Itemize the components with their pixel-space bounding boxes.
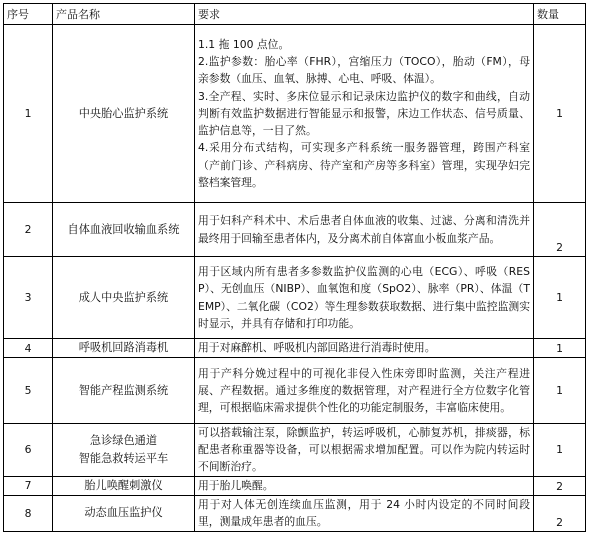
header-quantity: 数量: [534, 4, 586, 25]
header-requirements: 要求: [195, 4, 534, 25]
quantity: 2: [534, 203, 586, 257]
header-product-name: 产品名称: [53, 4, 195, 25]
product-name-line: 急诊绿色通道: [89, 433, 158, 447]
requirement-item: 用于胎儿唤醒。: [198, 479, 274, 492]
requirement-item: 4.采用分布式结构，可实现多产科系统一服务器管理，跨围产科室（产前门诊、产科病房、待产室和产房等多科室）管理，实现孕妇完整档案管理。: [198, 141, 530, 189]
requirement-item: 可以搭载输注泵，除颤监护，转运呼吸机，心肺复苏机，排痰器，标配患者称重器等设备，可以根据需求增加配置。可以作为院内转运时不间断治疗。: [198, 426, 530, 474]
row-number: 1: [4, 25, 53, 203]
table-row: [4, 203, 586, 257]
requirement-item: 2.监护参数：胎心率（FHR），宫缩压力（TOCO），胎动（FM），母亲参数（血压、血氧、脉搏、心电、呼吸、体温）。: [198, 55, 530, 86]
quantity: 1: [534, 358, 586, 424]
product-name: [53, 203, 195, 257]
requirements-text: [195, 495, 534, 531]
table-header-row: [4, 4, 586, 25]
requirements-text: [195, 339, 534, 358]
product-name-line: 呼吸机回路消毒机: [78, 341, 169, 354]
product-name-line: 胎儿唤醒刺激仪: [84, 478, 163, 492]
requirements-text: [195, 476, 534, 495]
quantity: 2: [534, 476, 586, 495]
requirements-text: [195, 257, 534, 339]
requirements-text: [195, 203, 534, 257]
quantity: 1: [534, 339, 586, 358]
requirement-item: 用于妇科产科术中、术后患者自体血液的收集、过滤、分离和清洗并最终用于回输至患者体内，及分离术前自体富血小板血浆产品。: [198, 214, 530, 245]
row-number: 8: [4, 495, 53, 531]
requirement-item: 3.全产程、实时、多床位显示和记录床边监护仪的数字和曲线，自动判断有效监护数据进行智能显示和报警，床边工作状态、信号质量、监护信息等，一目了然。: [198, 89, 530, 138]
quantity: 1: [534, 257, 586, 339]
row-number: 2: [4, 203, 53, 257]
product-spec-table: [3, 3, 586, 532]
product-name: [53, 476, 195, 495]
product-name-line: 自体血液回收输血系统: [67, 222, 180, 236]
product-name-line: 成人中央监护系统: [78, 290, 169, 304]
requirements-text: [195, 25, 534, 203]
table-row: [4, 339, 586, 358]
quantity: 1: [534, 25, 586, 203]
product-name: [53, 25, 195, 203]
product-name: [53, 495, 195, 531]
requirement-item: 用于对麻醉机、呼吸机内部回路进行消毒时使用。: [198, 341, 436, 355]
requirement-item: 用于区域内所有患者多参数监护仪监测的心电（ECG）、呼吸（RESP）、无创血压（NIBP）、血氧饱和度（SpO2）、脉率（PR）、体温（TEMP）、二氧化碳（CO2）等生理参数获取数据、进行集中监控监测实时显示，并具有存储和打印功能。: [198, 265, 530, 330]
row-number: 6: [4, 424, 53, 477]
requirement-item: 用于对人体无创连续血压监测，用于 24 小时内设定的不同时间段里，测量成年患者的血压。: [198, 497, 530, 529]
row-number: 5: [4, 358, 53, 424]
table-row: [4, 25, 586, 203]
row-number: 7: [4, 476, 53, 495]
product-name: [53, 257, 195, 339]
product-name-line: 智能急救转运平车: [78, 451, 169, 465]
product-name-line: 动态血压监护仪: [84, 506, 163, 520]
product-name: [53, 358, 195, 424]
product-name: [53, 424, 195, 477]
quantity: 2: [534, 495, 586, 531]
requirement-item: 1.1 拖 100 点位。: [198, 38, 290, 52]
table-row: [4, 257, 586, 339]
table-row: [4, 495, 586, 531]
table-row: [4, 358, 586, 424]
header-no: 序号: [4, 4, 53, 25]
requirement-item: 用于产科分娩过程中的可视化非侵入性床旁即时监测，关注产程进展、产程数据。通过多维度的数据管理，对产程进行全方位数字化管理，可根据临床需求提供个性化的功能定制服务，丰富临床使用。: [198, 366, 530, 415]
quantity: 1: [534, 424, 586, 477]
requirements-text: [195, 424, 534, 477]
product-name-line: 智能产程监测系统: [78, 383, 169, 397]
row-number: 4: [4, 339, 53, 358]
row-number: 3: [4, 257, 53, 339]
product-name-line: 中央胎心监护系统: [78, 106, 169, 120]
table-row: [4, 424, 586, 477]
product-name: [53, 339, 195, 358]
table-row: [4, 476, 586, 495]
requirements-text: [195, 358, 534, 424]
